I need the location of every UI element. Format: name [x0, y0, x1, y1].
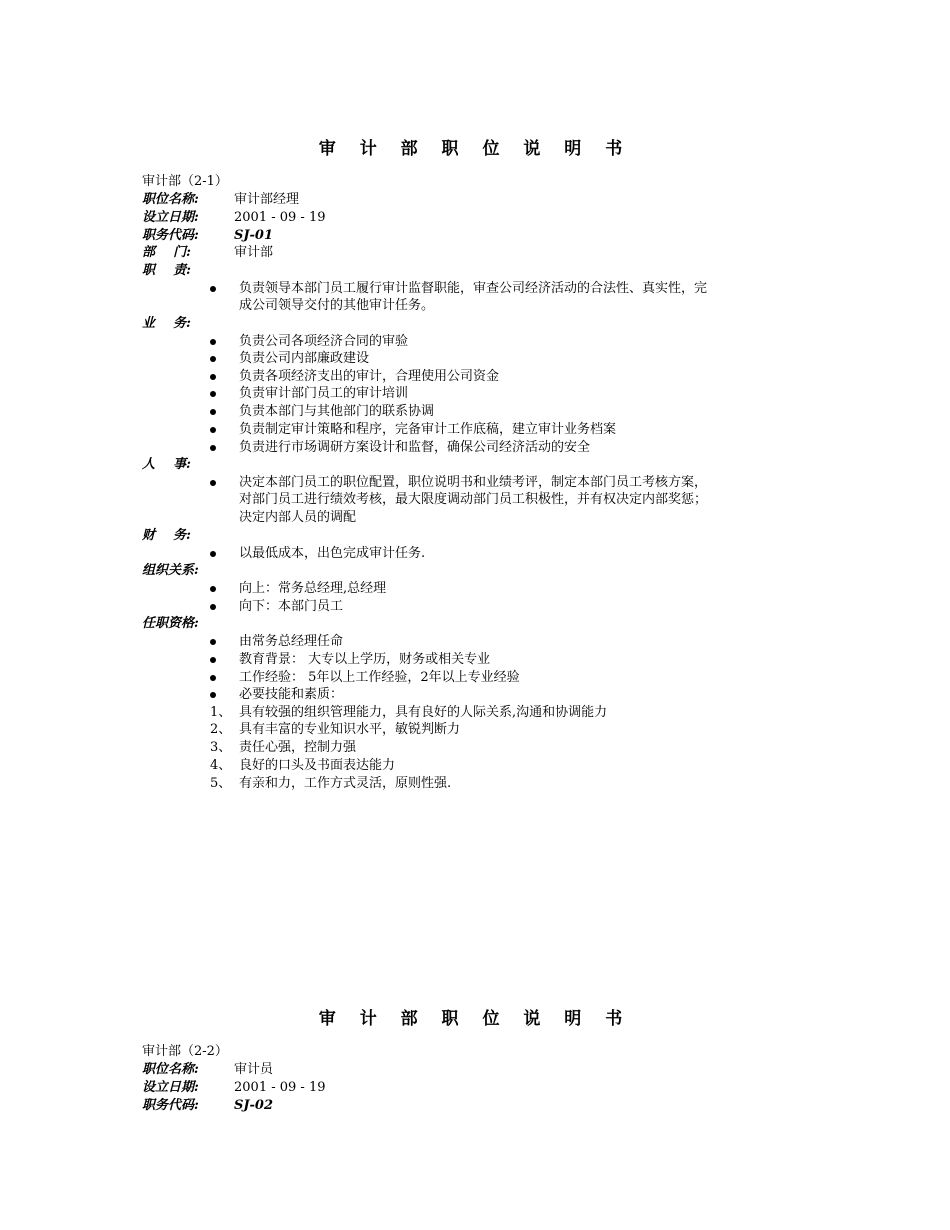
bullet-icon — [210, 427, 216, 433]
set-date-label: 设立日期: — [142, 1080, 199, 1095]
bullet-icon — [210, 409, 216, 415]
bullet-icon — [210, 356, 216, 362]
duty-line: 成公司领导交付的其他审计任务。 — [239, 298, 435, 313]
skill-text: 良好的口头及书面表达能力 — [239, 758, 396, 773]
skill-number: 1、 — [210, 705, 232, 720]
position-code-value: SJ-01 — [234, 228, 274, 243]
business-item: 负责公司各项经济合同的审验 — [239, 334, 409, 349]
personnel-line: 决定内部人员的调配 — [239, 510, 357, 525]
business-item: 负责本部门与其他部门的联系协调 — [239, 404, 435, 419]
skill-text: 有亲和力，工作方式灵活，原则性强. — [239, 776, 452, 791]
department-header: 审计部（2-2） — [142, 1044, 228, 1059]
bullet-icon — [210, 551, 216, 557]
skill-text: 责任心强，控制力强 — [239, 740, 357, 755]
skill-number: 4、 — [210, 758, 232, 773]
set-date-label: 设立日期: — [142, 210, 199, 225]
skill-number: 5、 — [210, 776, 232, 791]
department-value: 审计部 — [234, 245, 274, 260]
page-title: 审 计 部 职 位 说 明 书 — [318, 1009, 632, 1029]
position-code-label: 职务代码: — [142, 228, 199, 243]
qualification-label: 任职资格: — [142, 616, 199, 631]
org-label: 组织关系: — [142, 563, 199, 578]
bullet-icon — [210, 657, 216, 663]
finance-label: 财 务: — [142, 528, 191, 543]
bullet-icon — [210, 339, 216, 345]
position-code-value: SJ-02 — [234, 1098, 274, 1113]
bullet-icon — [210, 445, 216, 451]
department-header: 审计部（2-1） — [142, 174, 228, 189]
qualification-item: 教育背景： 大专以上学历，财务或相关专业 — [239, 652, 491, 667]
business-item: 负责各项经济支出的审计，合理使用公司资金 — [239, 369, 500, 384]
org-item: 向上：常务总经理,总经理 — [239, 581, 387, 596]
set-date-value: 2001 - 09 - 19 — [234, 210, 326, 225]
skill-text: 具有较强的组织管理能力，具有良好的人际关系,沟通和协调能力 — [239, 705, 608, 720]
skill-number: 3、 — [210, 740, 232, 755]
position-code-label: 职务代码: — [142, 1098, 199, 1113]
qualification-item: 工作经验： 5年以上工作经验，2年以上专业经验 — [239, 670, 520, 685]
business-item: 负责进行市场调研方案设计和监督，确保公司经济活动的安全 — [239, 440, 591, 455]
skill-text: 具有丰富的专业知识水平，敏锐判断力 — [239, 722, 461, 737]
qualification-item: 必要技能和素质： — [239, 687, 344, 702]
business-label: 业 务: — [142, 316, 191, 331]
bullet-icon — [210, 391, 216, 397]
bullet-icon — [210, 639, 216, 645]
department-label: 部 门: — [142, 245, 191, 260]
bullet-icon — [210, 480, 216, 486]
personnel-label: 人 事: — [142, 457, 191, 472]
finance-item: 以最低成本，出色完成审计任务. — [239, 546, 426, 561]
position-name-label: 职位名称: — [142, 1062, 199, 1077]
page-title: 审 计 部 职 位 说 明 书 — [318, 139, 632, 159]
org-item: 向下：本部门员工 — [239, 599, 344, 614]
business-item: 负责公司内部廉政建设 — [239, 351, 370, 366]
bullet-icon — [210, 586, 216, 592]
bullet-icon — [210, 374, 216, 380]
bullet-icon — [210, 692, 216, 698]
personnel-line: 对部门员工进行绩效考核，最大限度调动部门员工积极性，并有权决定内部奖惩； — [239, 492, 708, 507]
position-name-value: 审计员 — [234, 1062, 274, 1077]
duty-label: 职 责: — [142, 263, 191, 278]
bullet-icon — [210, 604, 216, 610]
personnel-line: 决定本部门员工的职位配置，职位说明书和业绩考评，制定本部门员工考核方案， — [239, 475, 708, 490]
set-date-value: 2001 - 09 - 19 — [234, 1080, 326, 1095]
position-name-label: 职位名称: — [142, 192, 199, 207]
qualification-item: 由常务总经理任命 — [239, 634, 344, 649]
position-name-value: 审计部经理 — [234, 192, 300, 207]
business-item: 负责审计部门员工的审计培训 — [239, 386, 409, 401]
duty-line: 负责领导本部门员工履行审计监督职能，审查公司经济活动的合法性、真实性，完 — [239, 281, 708, 296]
bullet-icon — [210, 286, 216, 292]
skill-number: 2、 — [210, 722, 232, 737]
business-item: 负责制定审计策略和程序，完备审计工作底稿，建立审计业务档案 — [239, 422, 617, 437]
bullet-icon — [210, 675, 216, 681]
